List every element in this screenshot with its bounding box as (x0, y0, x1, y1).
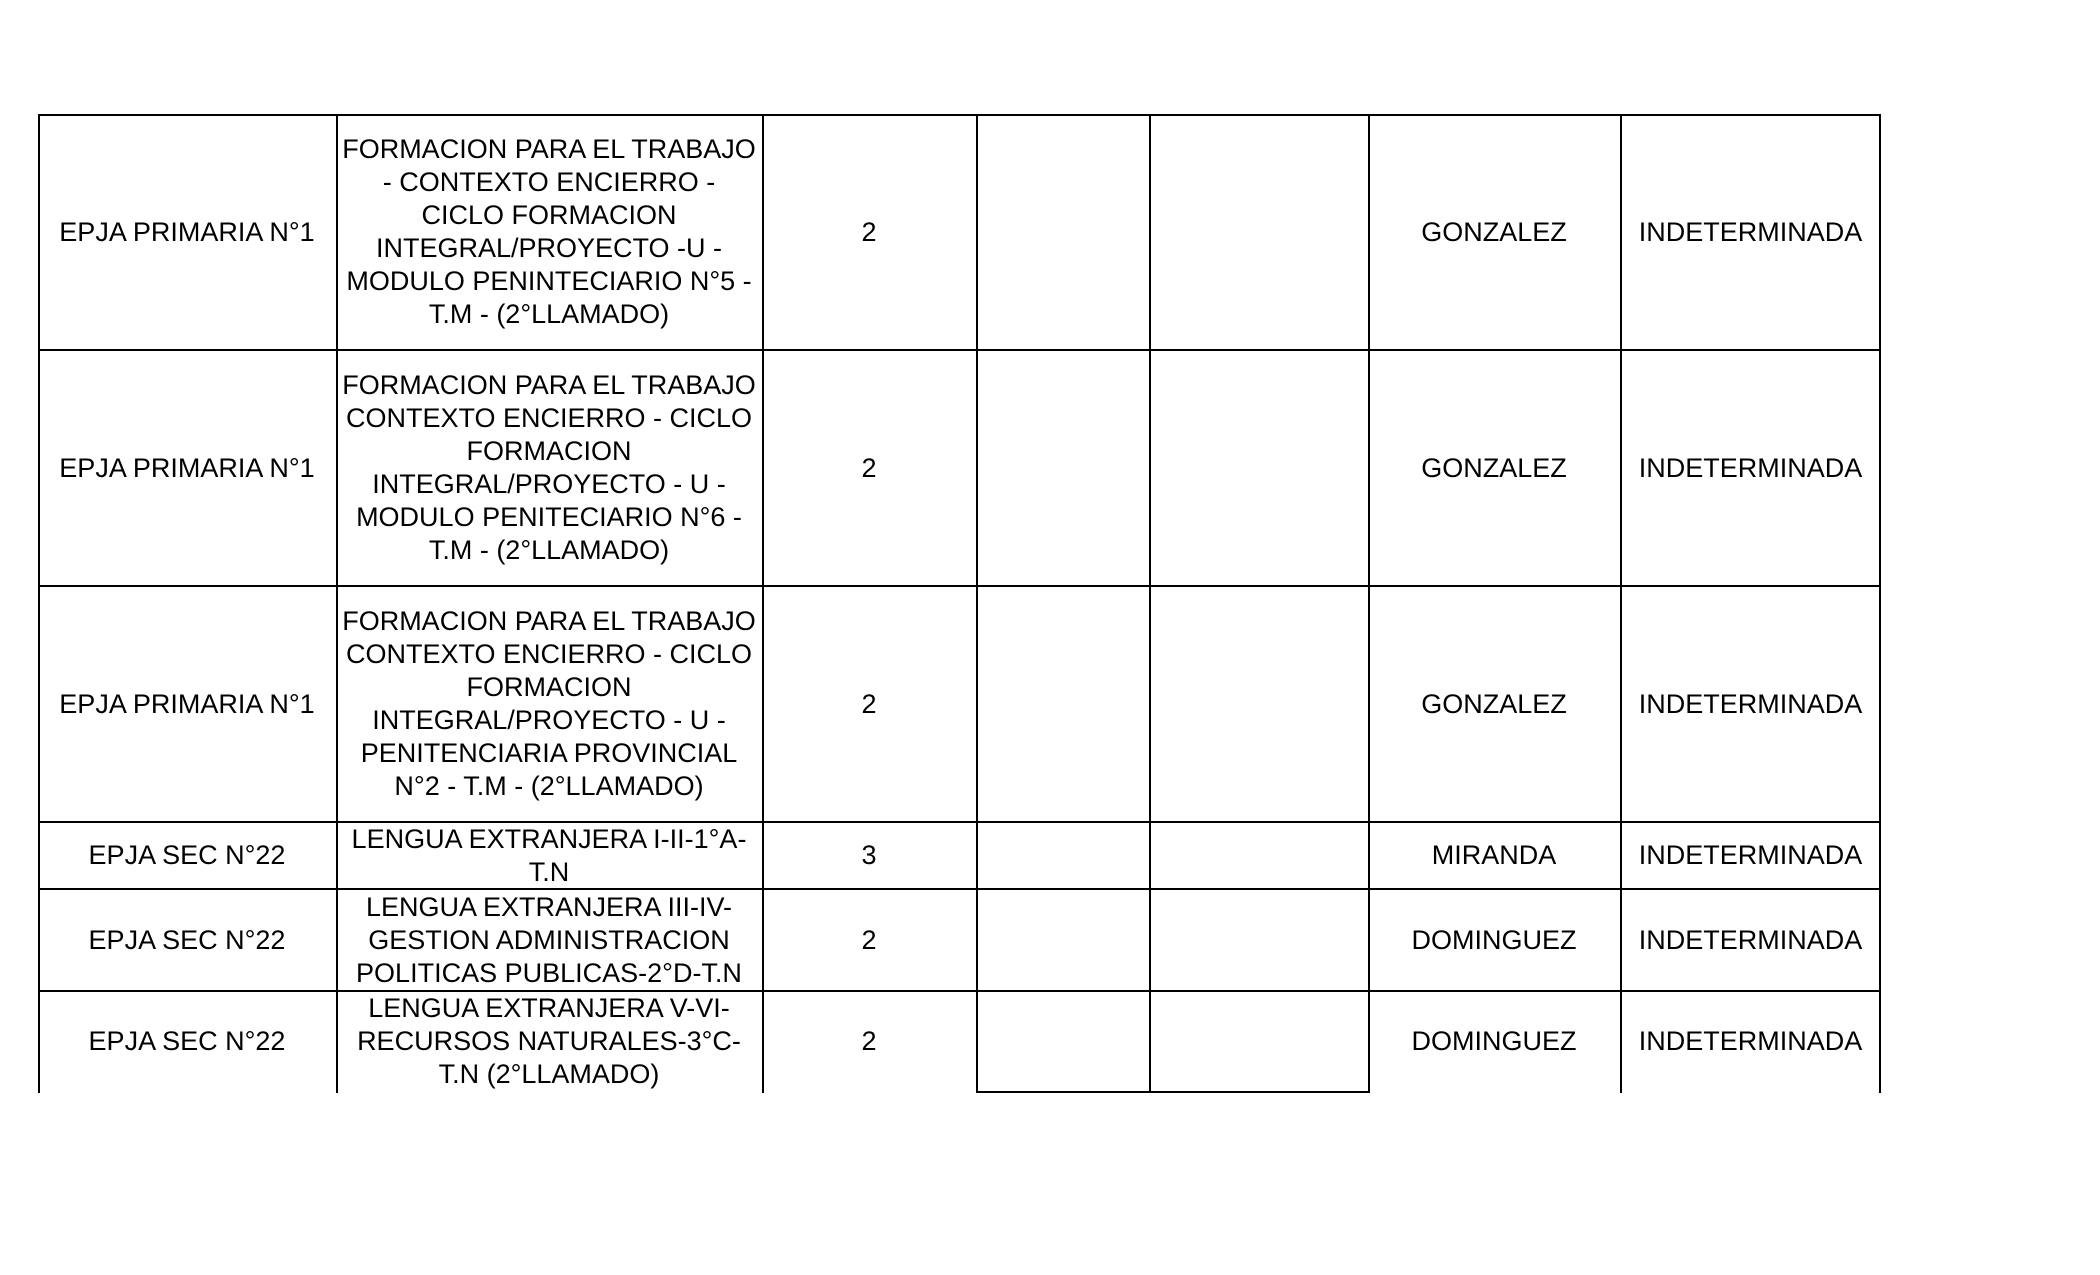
subject-text: LENGUA EXTRANJERA I-II-1°A-T.N (351, 823, 747, 887)
grid-line (38, 585, 1881, 587)
school-text: EPJA SEC N°22 (88, 840, 286, 870)
school-cell (38, 889, 336, 991)
subject-text: FORMACION PARA EL TRABAJO - CONTEXTO ENCIERRO - CICLO FORMACION INTEGRAL/PROYECTO -U - MODULO PENINTECIARIO N°5 - T.M - (2°LLAMADO) (342, 134, 756, 329)
empty-cell (976, 991, 1149, 1092)
hours-cell (762, 114, 976, 350)
subject-text: LENGUA EXTRANJERA V-VI-RECURSOS NATURALES-3°C-T.N (2°LLAMADO) (357, 993, 741, 1089)
status-text: INDETERMINADA (1638, 1026, 1863, 1056)
hours-cell (762, 889, 976, 991)
grid-line (38, 114, 40, 1093)
status-text: INDETERMINADA (1638, 452, 1863, 483)
name-cell (1368, 114, 1620, 350)
hours-cell (762, 586, 976, 822)
table-row (38, 991, 1881, 1092)
empty-cell (1149, 114, 1368, 350)
name-cell (1368, 350, 1620, 586)
name-cell (1368, 991, 1620, 1092)
table-row (38, 889, 1881, 991)
hours-text: 2 (861, 216, 877, 247)
grid-line (976, 114, 978, 1093)
name-cell (1368, 889, 1620, 991)
status-cell (1620, 889, 1881, 991)
hours-cell (762, 991, 976, 1092)
empty-cell (976, 586, 1149, 822)
hours-text: 2 (861, 1026, 877, 1056)
vacancy-table (38, 114, 1881, 1092)
grid-line (976, 1091, 1369, 1093)
grid-line (1368, 114, 1370, 1093)
status-text: INDETERMINADA (1638, 216, 1863, 247)
table-row (38, 822, 1881, 889)
grid-line (38, 349, 1881, 351)
hours-text: 2 (861, 688, 877, 719)
grid-line (336, 114, 338, 1093)
table-row (38, 350, 1881, 586)
empty-cell (976, 889, 1149, 991)
empty-cell (976, 350, 1149, 586)
name-text: DOMINGUEZ (1411, 924, 1577, 955)
empty-cell (1149, 889, 1368, 991)
hours-text: 2 (861, 452, 877, 483)
name-cell (1368, 586, 1620, 822)
name-text: DOMINGUEZ (1411, 1026, 1577, 1056)
status-cell (1620, 586, 1881, 822)
table-row (38, 114, 1881, 350)
name-text: GONZALEZ (1421, 688, 1567, 719)
empty-cell (1149, 991, 1368, 1092)
school-cell (38, 991, 336, 1092)
school-text: EPJA PRIMARIA N°1 (59, 216, 315, 247)
name-text: MIRANDA (1431, 840, 1557, 870)
empty-cell (1149, 822, 1368, 889)
subject-text: FORMACION PARA EL TRABAJO CONTEXTO ENCIERRO - CICLO FORMACION INTEGRAL/PROYECTO - U - PENITENCIARIA PROVINCIAL N°2 - T.M - (2°LLAMADO) (342, 606, 756, 801)
status-cell (1620, 114, 1881, 350)
name-text: GONZALEZ (1421, 452, 1567, 483)
school-text: EPJA PRIMARIA N°1 (59, 452, 315, 483)
hours-text: 2 (861, 924, 877, 955)
status-text: INDETERMINADA (1638, 840, 1863, 870)
empty-cell (976, 114, 1149, 350)
grid-line (38, 990, 1881, 992)
subject-cell (336, 991, 762, 1092)
empty-cell (1149, 586, 1368, 822)
subject-cell (336, 586, 762, 822)
status-cell (1620, 991, 1881, 1092)
status-text: INDETERMINADA (1638, 688, 1863, 719)
grid-line (1149, 114, 1151, 1093)
school-cell (38, 822, 336, 889)
hours-cell (762, 350, 976, 586)
status-cell (1620, 822, 1881, 889)
grid-line (38, 821, 1881, 823)
subject-cell (336, 114, 762, 350)
name-text: GONZALEZ (1421, 216, 1567, 247)
hours-cell (762, 822, 976, 889)
hours-text: 3 (861, 840, 877, 870)
name-cell (1368, 822, 1620, 889)
status-cell (1620, 350, 1881, 586)
subject-text: FORMACION PARA EL TRABAJO CONTEXTO ENCIERRO - CICLO FORMACION INTEGRAL/PROYECTO - U - MODULO PENITECIARIO N°6 - T.M - (2°LLAMADO) (342, 370, 756, 565)
table-row (38, 586, 1881, 822)
empty-cell (1149, 350, 1368, 586)
status-text: INDETERMINADA (1638, 924, 1863, 955)
grid-line (1620, 114, 1622, 1093)
school-text: EPJA PRIMARIA N°1 (59, 688, 315, 719)
grid-line (1879, 114, 1881, 1093)
grid-line (38, 114, 1881, 116)
school-cell (38, 114, 336, 350)
subject-cell (336, 350, 762, 586)
school-cell (38, 350, 336, 586)
grid-line (762, 114, 764, 1093)
school-cell (38, 586, 336, 822)
empty-cell (976, 822, 1149, 889)
subject-text: LENGUA EXTRANJERA III-IV-GESTION ADMINISTRACION POLITICAS PUBLICAS-2°D-T.N (356, 891, 742, 988)
grid-line (38, 888, 1881, 890)
subject-cell (336, 889, 762, 991)
subject-cell (336, 822, 762, 889)
school-text: EPJA SEC N°22 (88, 924, 286, 955)
school-text: EPJA SEC N°22 (88, 1026, 286, 1056)
